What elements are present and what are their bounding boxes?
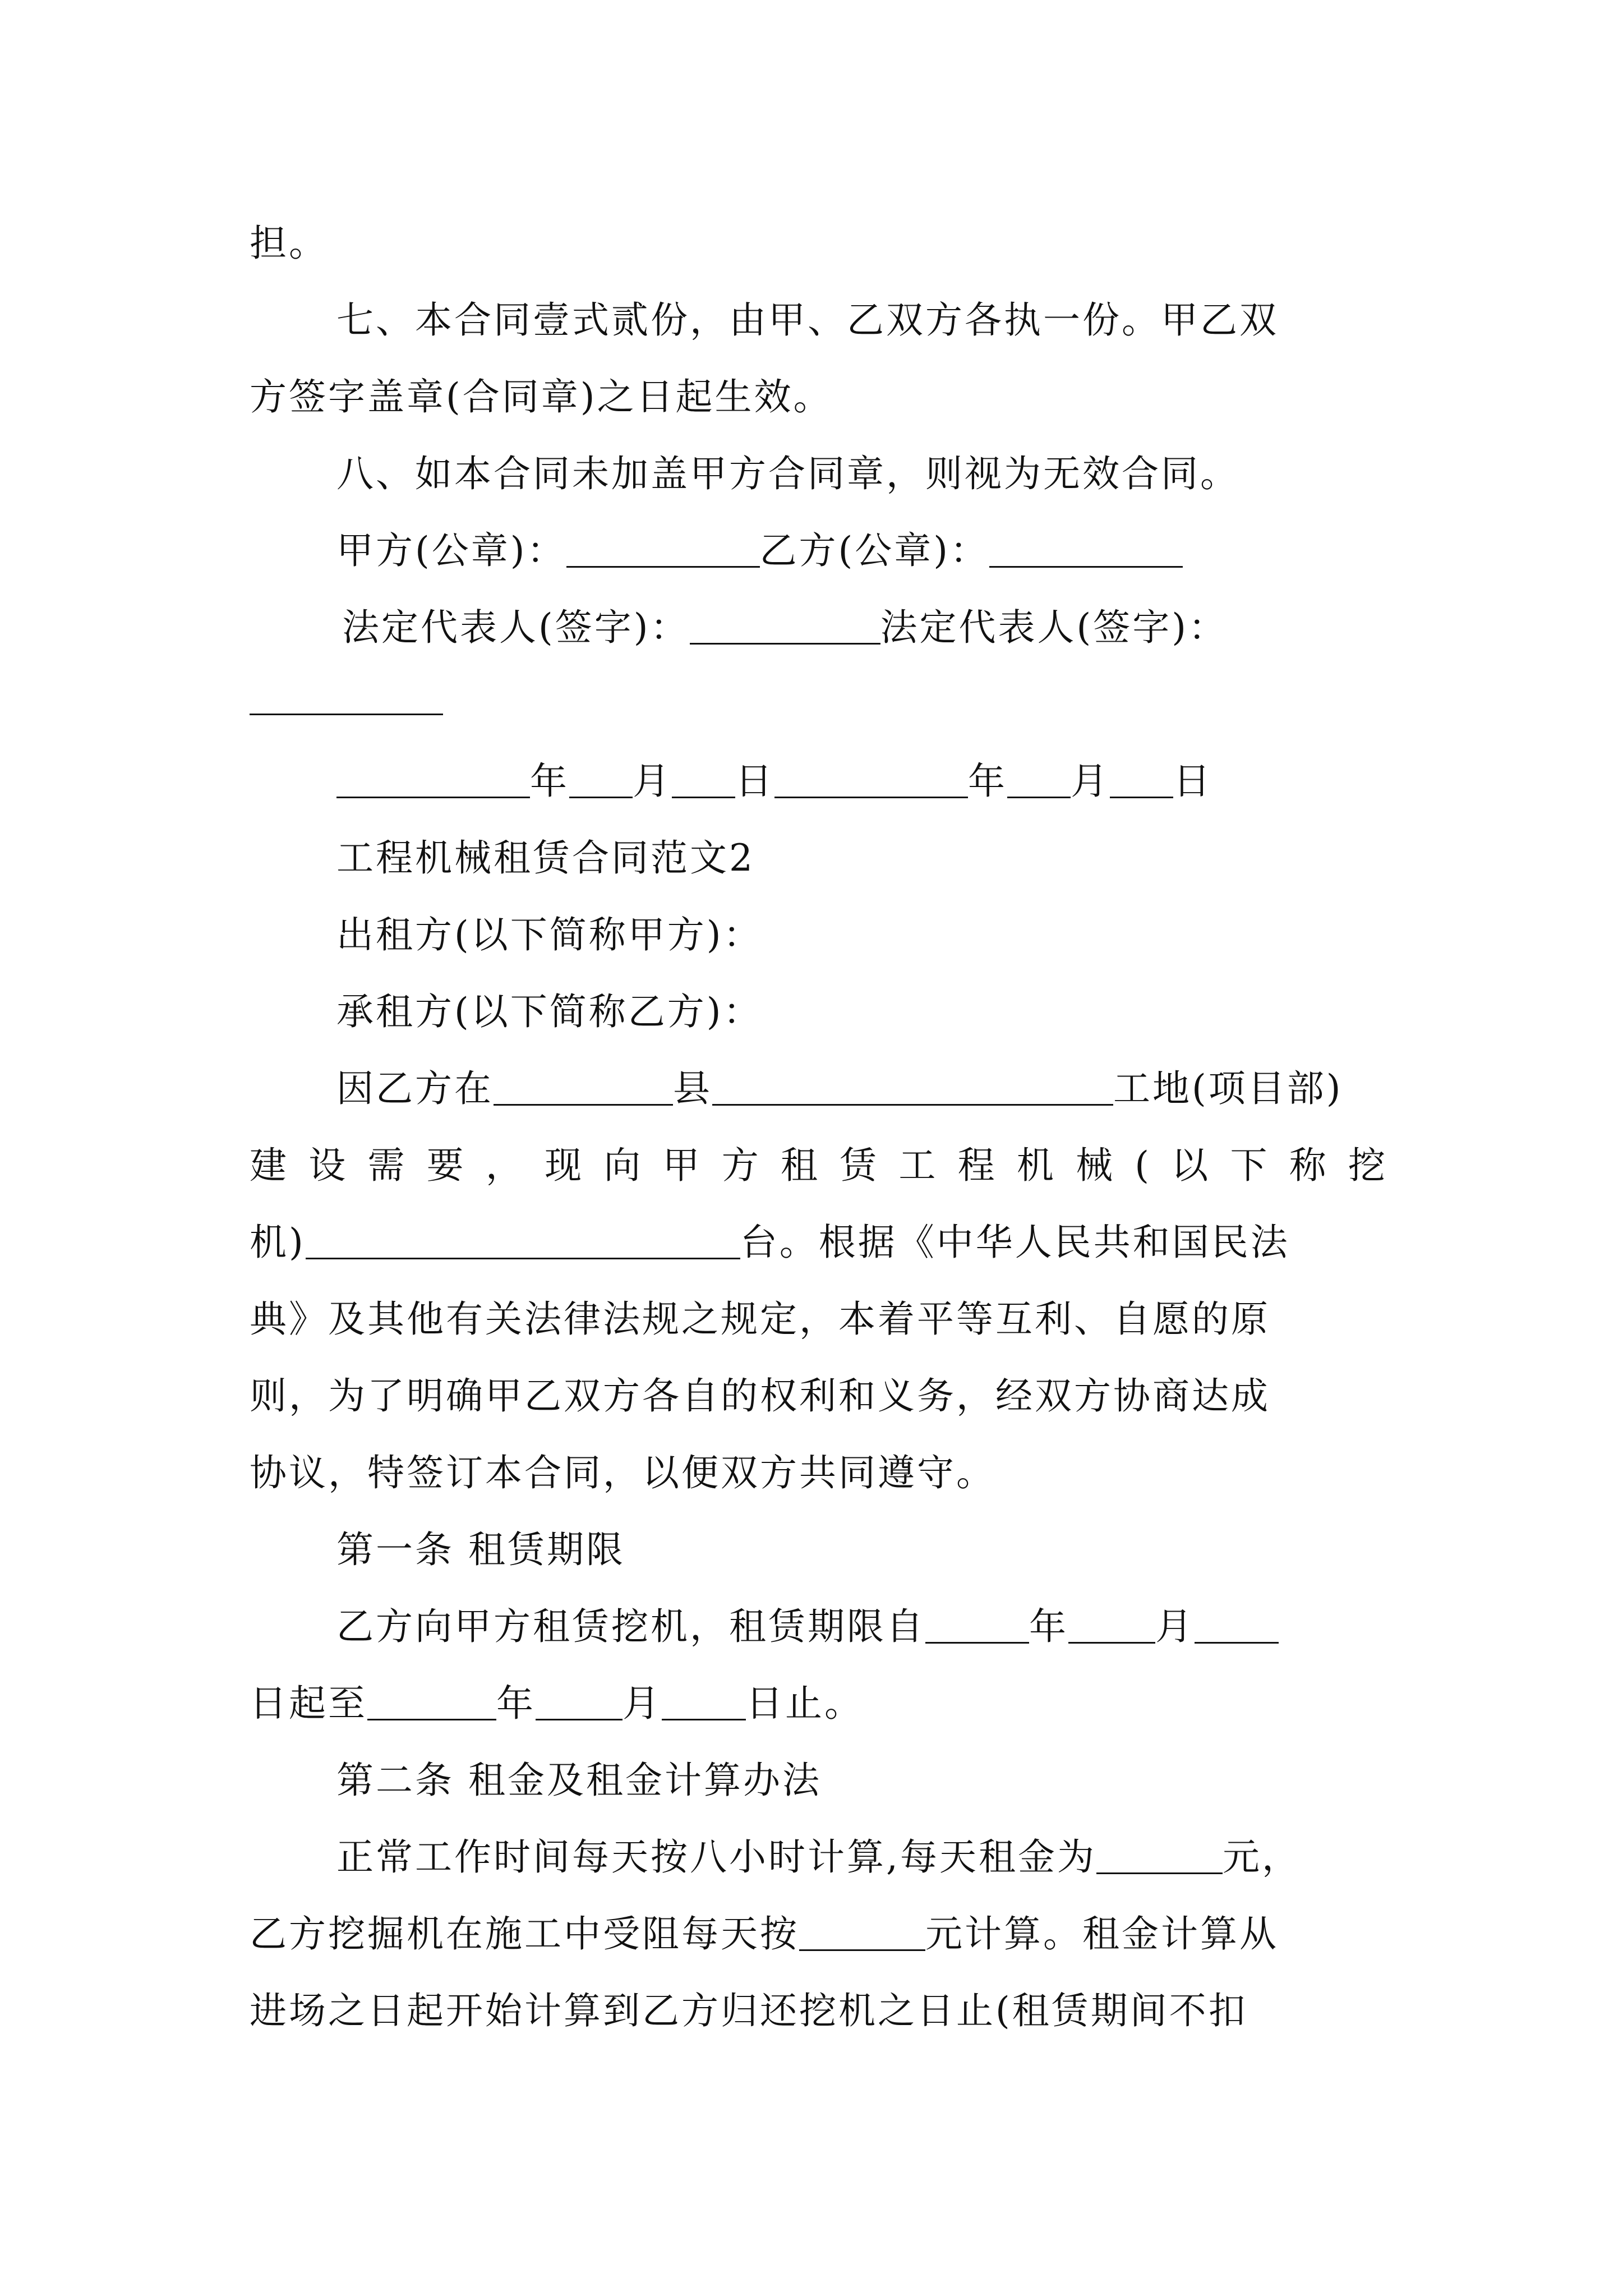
text-run: 担。	[250, 222, 328, 265]
fill-in-blank	[250, 670, 443, 715]
fill-in-blank	[569, 753, 633, 798]
text-run: 年	[496, 1682, 536, 1725]
text-run: 年	[1029, 1605, 1068, 1648]
text-run: 月	[1071, 760, 1110, 803]
text-line	[336, 907, 763, 963]
text-line	[336, 446, 1239, 502]
text-run: 乙方挖掘机在施工中受阻每天按	[250, 1912, 799, 1955]
text-run: 第一条 租赁期限	[336, 1528, 625, 1571]
text-line	[250, 670, 443, 726]
text-line	[250, 1906, 1279, 1962]
text-line	[250, 1983, 1385, 2039]
text-run: 年	[530, 760, 569, 803]
text-run: 日止。	[746, 1682, 864, 1725]
text-run: 需	[367, 1144, 405, 1187]
text-line	[250, 215, 328, 272]
fill-in-blank	[336, 753, 530, 798]
text-run: 工程机械租赁合同范文2	[336, 836, 755, 880]
fill-in-blank	[1068, 1599, 1155, 1644]
text-run: 现	[545, 1144, 582, 1187]
text-run: (	[1135, 1144, 1150, 1187]
text-run: 月	[623, 1682, 662, 1725]
text-line	[336, 984, 763, 1040]
fill-in-blank	[774, 753, 968, 798]
text-line	[336, 523, 1183, 579]
fill-in-blank	[1007, 753, 1071, 798]
text-run: 赁	[840, 1144, 877, 1187]
text-run: 日起至	[250, 1682, 367, 1725]
fill-in-blank	[712, 1061, 1113, 1106]
text-run: 称	[1289, 1144, 1326, 1187]
fill-in-blank	[925, 1599, 1029, 1644]
text-line	[336, 1752, 822, 1809]
fill-in-blank	[1195, 1599, 1279, 1644]
fill-in-blank	[367, 1676, 496, 1720]
text-line	[250, 1676, 864, 1732]
text-line	[250, 1291, 1385, 1347]
text-run: 日	[735, 760, 774, 803]
fill-in-blank	[566, 523, 760, 568]
text-run: 挖	[1348, 1144, 1385, 1187]
fill-in-blank	[1096, 1829, 1223, 1874]
text-run: 元，	[1222, 1835, 1301, 1879]
text-line	[336, 1522, 625, 1578]
text-run: 设	[308, 1144, 346, 1187]
fill-in-blank	[536, 1676, 623, 1720]
text-line	[250, 1214, 1290, 1271]
text-run: 月	[1155, 1605, 1195, 1648]
text-line	[336, 830, 755, 886]
fill-in-blank	[989, 523, 1183, 568]
fill-in-blank	[672, 753, 735, 798]
text-run: 因乙方在	[336, 1067, 494, 1110]
text-run: 以	[1171, 1144, 1209, 1187]
text-run: 甲方(公章)：	[336, 529, 566, 572]
text-run: 机	[1016, 1144, 1054, 1187]
text-run: 则，为了明确甲乙双方各自的权利和义务，经双方协商达成	[250, 1374, 1270, 1418]
text-run: 日	[1173, 760, 1212, 803]
text-run: 工地(项目部)	[1113, 1067, 1343, 1110]
text-run: 甲	[662, 1144, 700, 1187]
text-line	[250, 1138, 1385, 1194]
text-run: 机)	[250, 1221, 306, 1264]
text-line	[336, 753, 1212, 809]
fill-in-blank	[662, 1676, 746, 1720]
text-run: 典》及其他有关法律法规之规定，本着平等互利、自愿的原	[250, 1297, 1270, 1341]
text-run: 出租方(以下简称甲方)：	[336, 913, 763, 956]
text-run: 承租方(以下简称乙方)：	[336, 990, 763, 1033]
text-run: 方签字盖章(合同章)之日起生效。	[250, 375, 833, 418]
text-run: 法定代表人(签字)：	[880, 606, 1228, 649]
text-run: 租	[780, 1144, 818, 1187]
text-run: 县	[673, 1067, 712, 1110]
text-run: 向	[603, 1144, 641, 1187]
fill-in-blank	[1110, 753, 1173, 798]
text-run: 正常工作时间每天按八小时计算,每天租金为	[336, 1835, 1096, 1879]
text-line	[250, 1445, 995, 1501]
text-run: 要	[426, 1144, 464, 1187]
text-line	[336, 1061, 1343, 1117]
text-run: 元计算。租金计算从	[925, 1912, 1279, 1955]
text-run: 月	[633, 760, 672, 803]
fill-in-blank	[690, 600, 880, 645]
text-run: 乙方(公章)：	[759, 529, 989, 572]
text-run: 械	[1076, 1144, 1113, 1187]
text-run: 台。根据《中华人民共和国民法	[740, 1221, 1290, 1264]
fill-in-blank	[494, 1061, 673, 1106]
text-run: 七、本合同壹式贰份，由甲、乙双方各执一份。甲乙双	[336, 298, 1279, 342]
text-run: 第二条 租金及租金计算办法	[336, 1759, 822, 1802]
text-line	[336, 1599, 1279, 1655]
text-run: 方	[721, 1144, 759, 1187]
text-line	[250, 1368, 1385, 1424]
text-line	[336, 1829, 1301, 1885]
fill-in-blank	[306, 1214, 740, 1259]
text-run: ，	[485, 1144, 523, 1187]
text-run: 下	[1230, 1144, 1267, 1187]
fill-in-blank	[799, 1906, 925, 1951]
text-run: 程	[957, 1144, 995, 1187]
text-line	[342, 600, 1228, 656]
text-run: 工	[898, 1144, 936, 1187]
text-run: 建	[250, 1144, 287, 1187]
text-run: 乙方向甲方租赁挖机，租赁期限自	[336, 1605, 925, 1648]
text-run: 年	[968, 760, 1007, 803]
text-line	[250, 369, 833, 425]
text-line	[336, 292, 1385, 348]
text-run: 进场之日起开始计算到乙方归还挖机之日止(租赁期间不扣	[250, 1989, 1248, 2032]
text-run: 法定代表人(签字)：	[342, 606, 690, 649]
text-run: 八、如本合同未加盖甲方合同章，则视为无效合同。	[336, 452, 1239, 495]
text-run: 协议，特签订本合同，以便双方共同遵守。	[250, 1451, 995, 1494]
